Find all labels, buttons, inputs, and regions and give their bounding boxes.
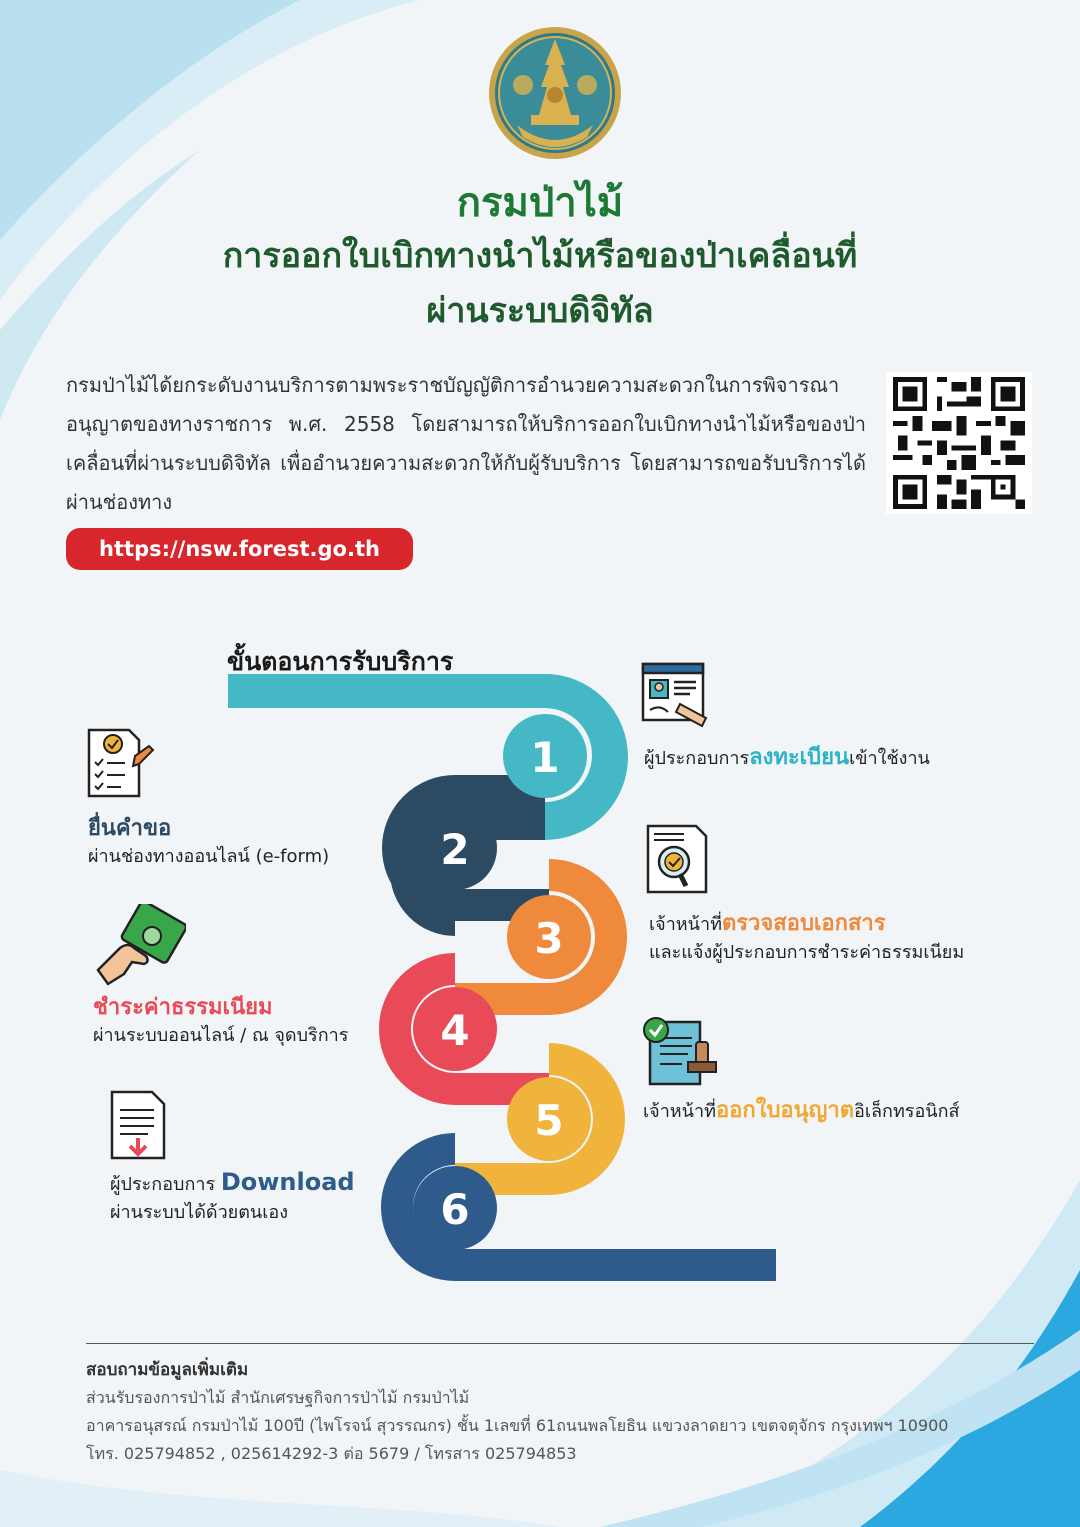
step-number-6: 6 bbox=[440, 1185, 470, 1234]
contact-footer bbox=[86, 1356, 948, 1468]
service-url-button[interactable]: https://nsw.forest.go.th bbox=[66, 528, 413, 570]
step5-label: เจ้าหน้าที่ออกใบอนุญาตอิเล็กทรอนิกส์ bbox=[643, 1098, 960, 1123]
intro-paragraph: กรมป่าไม้ได้ยกระดับงานบริการตามพระราชบัญญัติการอำนวยความสะดวกในการพิจารณาอนุญาตของทางราชการ พ.ศ. 2558 โดยสามารถให้บริการออกใบเบิกทางนำไม้หรือของป่าเคลื่อนที่ผ่านระบบดิจิทัล เพื่ออำนวยความสะดวกให้กับผู้รับบริการ โดยสามารถขอรับบริการได้ผ่านช่องทาง bbox=[66, 373, 866, 514]
step2-label: ยื่นคำขอ ผ่านช่องทางออนไลน์ (e-form) bbox=[88, 816, 330, 867]
page-title: กรมป่าไม้ bbox=[456, 180, 624, 226]
money-hand-icon bbox=[94, 904, 186, 988]
footer-department: ส่วนรับรองการป่าไม้ สำนักเศรษฐกิจการป่าไม้ กรมป่าไม้ bbox=[86, 1388, 470, 1407]
footer-divider bbox=[86, 1343, 1034, 1344]
document-inspect-icon bbox=[640, 822, 710, 894]
step-number-5: 5 bbox=[534, 1096, 564, 1145]
footer-address: อาคารอนุสรณ์ กรมป่าไม้ 100ปี (ไพโรจน์ สุวรรณกร) ชั้น 1เลขที่ 61ถนนพลโยธิน แขวงลาดยาว เขตจตุจักร กรุงเทพฯ 10900 bbox=[86, 1416, 949, 1435]
checklist-icon bbox=[85, 726, 155, 798]
step-number-2: 2 bbox=[440, 825, 470, 874]
form-signing-icon bbox=[640, 660, 710, 732]
footer-phone: โทร. 025794852 , 025614292-3 ต่อ 5679 / โทรสาร 025794853 bbox=[86, 1444, 577, 1463]
step-number-3: 3 bbox=[534, 914, 564, 963]
step-number-1: 1 bbox=[530, 733, 560, 782]
step-number-4: 4 bbox=[440, 1006, 470, 1055]
step1-label: ผู้ประกอบการลงทะเบียนเข้าใช้งาน bbox=[644, 745, 930, 770]
download-document-icon bbox=[108, 1088, 170, 1164]
page-subtitle-line2: ผ่านระบบดิจิทัล bbox=[426, 291, 654, 331]
step3-label: เจ้าหน้าที่ตรวจสอบเอกสาร และแจ้งผู้ประกอบการชำระค่าธรรมเนียม bbox=[649, 911, 965, 963]
steps-heading: ขั้นตอนการรับบริการ bbox=[227, 647, 454, 676]
step4-label: ชำระค่าธรรมเนียม ผ่านระบบออนไลน์ / ณ จุดบริการ bbox=[93, 995, 349, 1046]
approved-stamp-icon bbox=[642, 1014, 718, 1088]
step6-label: ผู้ประกอบการ Download ผ่านระบบได้ด้วยตนเอง bbox=[110, 1168, 355, 1223]
page-subtitle-line1: การออกใบเบิกทางนำไม้หรือของป่าเคลื่อนที่ bbox=[222, 236, 858, 276]
footer-heading: สอบถามข้อมูลเพิ่มเติม bbox=[86, 1360, 249, 1380]
